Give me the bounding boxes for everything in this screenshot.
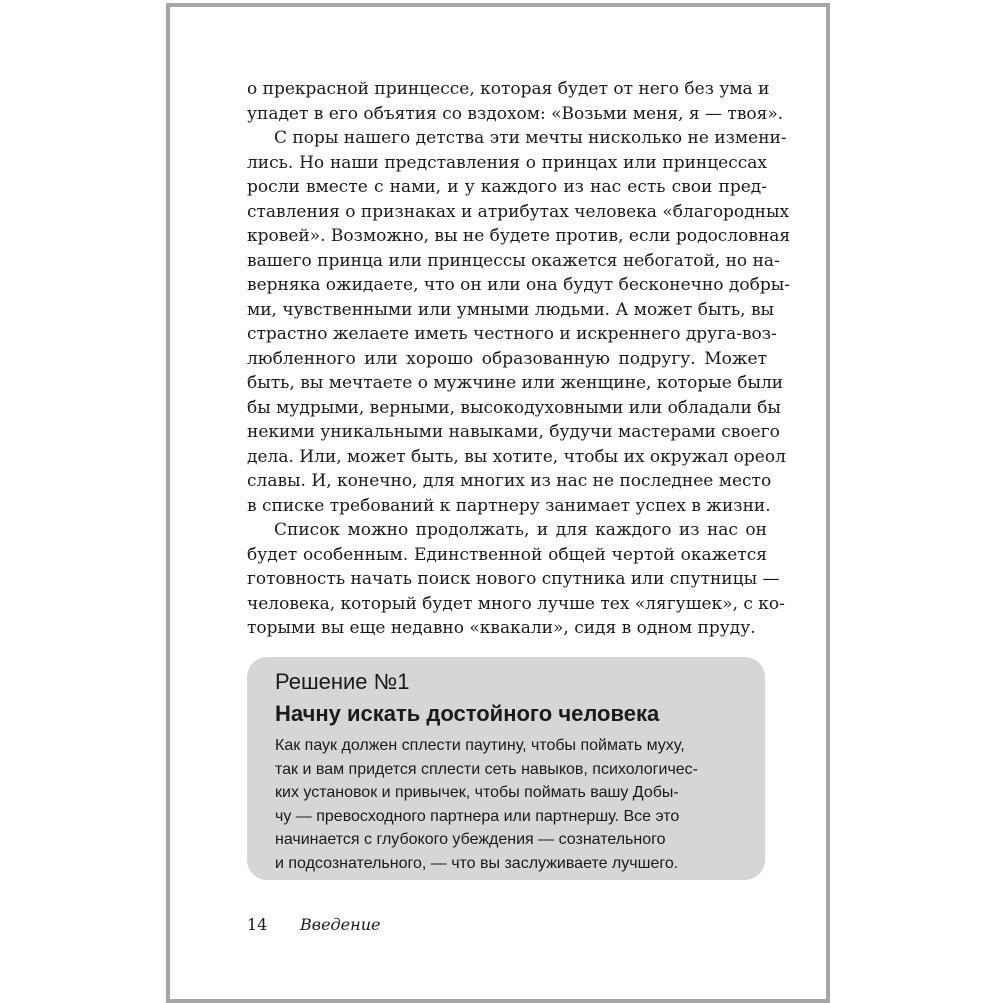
book-page	[166, 3, 830, 1003]
callout-line: ких установок и привычек, чтобы поймать вашу Добы-	[275, 784, 679, 801]
text-line: славы. И, конечно, для многих из нас не последнее место	[247, 471, 772, 491]
decision-text	[275, 734, 727, 875]
callout-line: начинается с глубокого убеждения — сознательного	[275, 831, 666, 848]
text-line: бы мудрыми, верными, высокодуховными или обладали бы	[247, 397, 781, 418]
decision-title: Начну искать достойного человека	[275, 701, 660, 726]
text-line: некими уникальными навыками, будучи мастерами своего	[247, 422, 780, 442]
decision-heading: Решение №1	[275, 669, 410, 694]
text-line: вашего принца или принцессы окажется небогатой, но на-	[247, 250, 780, 271]
text-line: любленного или хорошо образованную подругу. Может	[247, 348, 767, 369]
text-line: будет особенным. Единственной общей чертой окажется	[247, 544, 767, 565]
text-line: росли вместе с нами, и у каждого из нас есть свои пред-	[247, 177, 767, 197]
text-line: дела. Или, может быть, вы хотите, чтобы их окружал ореол	[247, 446, 786, 467]
text-line: ми, чувственными или умными людьми. А может быть, вы	[247, 299, 775, 320]
text-line: ставления о признаках и атрибутах человека «благородных	[247, 201, 790, 222]
text-line: упадет в его объятия со вздохом: «Возьми меня, я — твоя».	[247, 103, 784, 124]
text-line: С поры нашего детства эти мечты нисколько не измени-	[274, 128, 787, 148]
text-line: лись. Но наши представления о принцах или принцессах	[247, 152, 767, 173]
page-number: 14	[247, 915, 268, 934]
text-line: торыми вы еще недавно «квакали», сидя в одном пруду.	[247, 618, 756, 638]
text-line: страстно желаете иметь честного и искреннего друга-воз-	[247, 324, 777, 344]
text-line: кровей». Возможно, вы не будете против, если родословная	[247, 226, 791, 246]
callout-line: Как паук должен сплести паутину, чтобы поймать муху,	[275, 737, 685, 754]
callout-line: так и вам придется сплести сеть навыков, психологичес-	[275, 760, 699, 778]
text-line: верняка ожидаете, что он или она будут бесконечно добры-	[247, 275, 790, 295]
text-line: о прекрасной принцессе, которая будет от него без ума и	[247, 79, 770, 99]
text-line: готовность начать поиск нового спутника или спутницы —	[247, 569, 780, 589]
running-footer-section: Введение	[300, 915, 381, 934]
callout-line: чу — превосходного партнера или партнершу. Все это	[275, 807, 680, 825]
decision-callout	[247, 657, 765, 880]
text-line: быть, вы мечтаете о мужчине или женщине, которые были	[247, 373, 784, 393]
text-line: в списке требований к партнеру занимает успех в жизни.	[247, 495, 771, 516]
body-text	[247, 77, 791, 641]
text-line: Список можно продолжать, и для каждого из нас он	[274, 520, 767, 540]
callout-line: и подсознательного, — что вы заслуживаете лучшего.	[275, 854, 679, 872]
text-line: человека, который будет много лучше тех «лягушек», с ко-	[247, 593, 785, 614]
